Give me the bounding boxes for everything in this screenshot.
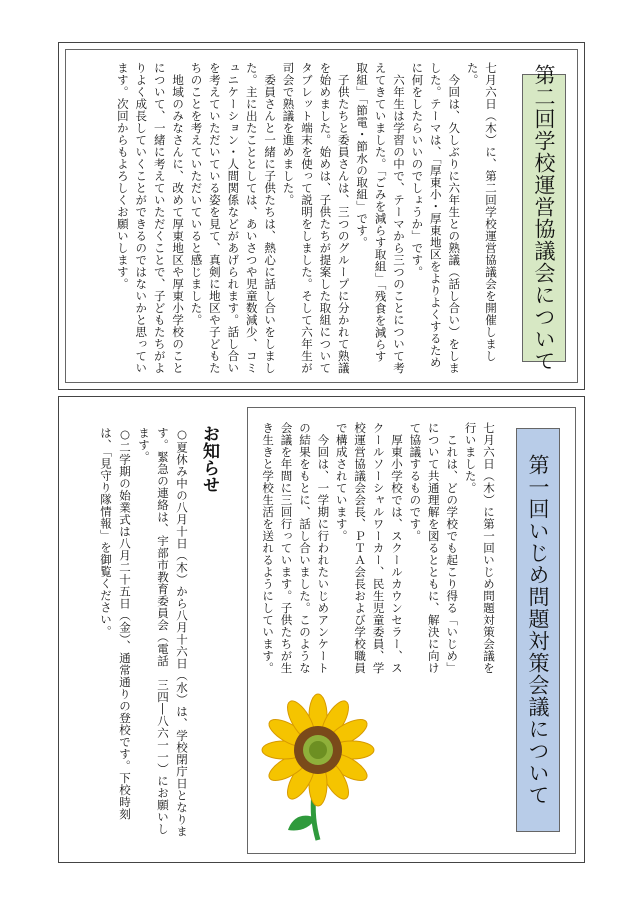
notice-title: お知らせ: [199, 425, 219, 493]
section-school-council: [58, 42, 585, 390]
notice-item: ○夏休み中の八月十日（木）から八月十六日（水）は、学校閉庁日となります。緊急の連絡は、宇部市教育委員会（電話 三四―八六一一）にお願いします。: [137, 427, 189, 838]
section-school-council-body: [84, 62, 500, 374]
paragraph: 今回は、一学期に行われたいじめアンケートの結果をもとに、話し合いました。このような会議を年間に三回行っています。子供たちが生き生きと学校生活を送れるようにしています。: [261, 422, 331, 674]
paragraph: 六年生は学習の中で、テーマから三つのことについて考えてきていました。「ごみを減らす取組」「残食を減らす取組」「節電・節水の取組」です。: [355, 62, 406, 374]
paragraph: 今回は、久しぶりに六年生との熟議（話し合い）をしました。テーマは、「厚東小・厚東地区をよりよくするために何をしたらいいのでしょうか」です。: [410, 62, 462, 374]
paragraph: 子供たちと委員さんは、三つのグループに分かれて熟議を始めました。始めは、子供たちが提案した取組についてタブレット端末を使って説明をしました。そして六年生が司会で熟議を進めました。: [281, 62, 351, 374]
paragraph: 厚東小学校では、スクールカウンセラー、スクールソーシャルワーカー、民生児童委員、学校運営協議会会長、ＰＴＡ会長および学校職員で構成されています。: [334, 422, 404, 674]
paragraph: 委員さんと一緒に子供たちは、熱心に話し合いをしました。主に出たこととしては、あいさつや児童数減少、コミュニケーション・人間関係などがあげられます。話し合いを考えていただいている姿を見て、真剣に地区や子どもたちのことを考えていただいていると感じました。: [189, 62, 278, 374]
section-bullying-council-title-text: 第一回いじめ問題対策会議について: [526, 454, 550, 806]
sunflower-icon: [262, 694, 374, 842]
section-bullying-council-title: [516, 428, 560, 832]
section-school-council-title: [522, 64, 566, 372]
paragraph: 地域のみなさんに、改めて厚東地区や厚東小学校のことについて、一緒に考えていただくことで、子どもたちがよりよく成長していくことができるのではないかと思っています。次回からもよろしくお願いします。: [115, 62, 186, 374]
paragraph: これは、どの学校でも起こり得る「いじめ」について共通理解を図るとともに、解決に向けて協議するものです。: [408, 422, 460, 674]
section-school-council-inner: [65, 49, 578, 383]
paragraph: 七月六日（木）に、第二回学校運営協議会を開催しました。: [465, 62, 498, 362]
notice-body: [73, 427, 191, 843]
section-notice: [67, 407, 239, 854]
notice-item: ○二学期の始業式は八月二十五日（金）、通常通りの登校です。下校時刻は、「見守り隊情報」を御覧ください。: [99, 427, 132, 820]
section-bullying-council-body: [261, 422, 498, 684]
paragraph: 七月六日（木）に第一回いじめ問題対策会議を行いました。: [463, 422, 496, 674]
section-bullying-council: [247, 407, 576, 854]
bottom-container: [58, 396, 585, 863]
section-school-council-title-text: 第二回学校運営協議会について: [532, 64, 556, 372]
